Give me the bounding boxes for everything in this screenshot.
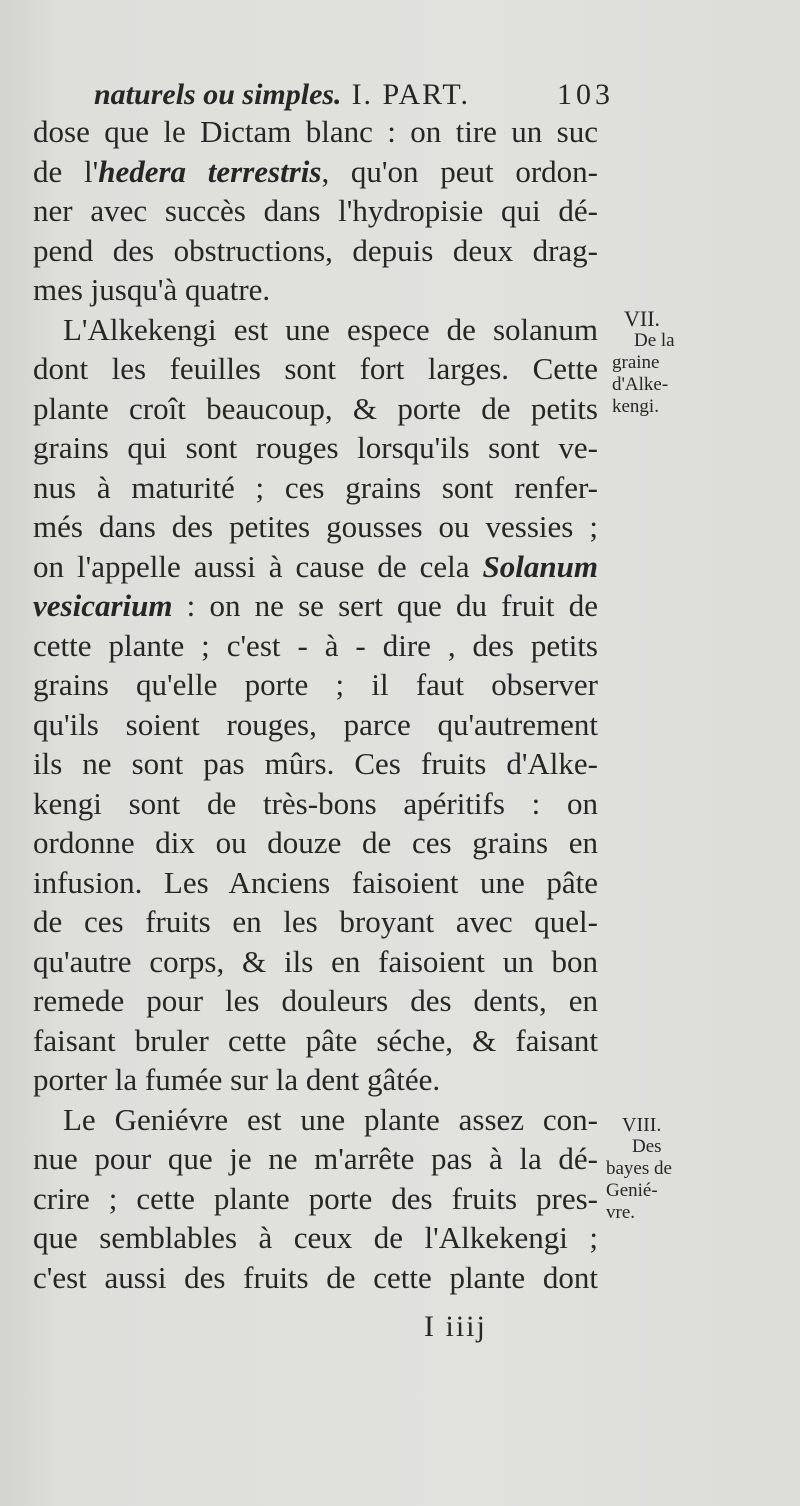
text-line: remede pour les douleurs des dents, en [33, 983, 598, 1018]
text-line: qu'ils soient rouges, parce qu'autrement [33, 706, 598, 742]
text-line: plante croît beaucoup, & porte de petits [33, 390, 598, 426]
text-line: mes jusqu'à quatre. [33, 272, 271, 307]
margin-note-viii: VIII. Des bayes de Genié- vre. [606, 1114, 672, 1223]
text-line: dose que le Dictam blanc : on tire un suc [33, 114, 598, 149]
text-line: pend des obstructions, depuis deux drag- [33, 232, 598, 268]
text-line: de ces fruits en les broyant avec quel- [33, 904, 598, 939]
text-line: Le Geniévre est une plante assez con- [63, 1101, 598, 1137]
running-title: naturels ou simples. [94, 78, 342, 111]
text-line: on l'appelle aussi à cause de cela Solanum [33, 548, 598, 584]
latin-term: Solanum [482, 548, 598, 584]
text-line: de l'hedera terrestris, qu'on peut ordon- [33, 153, 598, 189]
part-label: I. PART. [351, 78, 470, 111]
text-line: crire ; cette plante porte des fruits pres- [33, 1180, 598, 1216]
text-line: nue pour que je ne m'arrête pas à la dé- [33, 1141, 598, 1176]
latin-term: hedera terrestris [98, 153, 322, 189]
text-line: més dans des petites gousses ou vessies ; [33, 509, 598, 544]
text-line: faisant bruler cette pâte séche, & faisant [33, 1022, 598, 1058]
text-line: qu'autre corps, & ils en faisoient un bon [33, 943, 598, 979]
text-line: grains qui sont rouges lorsqu'ils sont ve- [33, 430, 598, 465]
text-line: dont les feuilles sont fort larges. Cette [33, 351, 598, 386]
signature-mark: I iiij [424, 1310, 487, 1343]
text-line: c'est aussi des fruits de cette plante dont [33, 1259, 598, 1295]
text-line: ils ne sont pas mûrs. Ces fruits d'Alke- [33, 746, 598, 781]
text-line: cette plante ; c'est - à - dire , des petits [33, 627, 598, 663]
text-line: ner avec succès dans l'hydropisie qui dé- [33, 193, 598, 228]
text-line: infusion. Les Anciens faisoient une pâte [33, 864, 598, 900]
text-line: ordonne dix ou douze de ces grains en [33, 825, 598, 860]
margin-note-vii: VII. De la graine d'Alke- kengi. [612, 306, 675, 417]
text-line: kengi sont de très-bons apéritifs : on [33, 785, 598, 821]
text-line: porter la fumée sur la dent gâtée. [33, 1062, 441, 1097]
text-line: nus à maturité ; ces grains sont renfer- [33, 469, 598, 505]
text-line: vesicarium : on ne se sert que du fruit de [33, 588, 598, 623]
text-line: L'Alkekengi est une espece de solanum [63, 311, 598, 347]
page-number: 103 [557, 78, 614, 111]
text-line: que semblables à ceux de l'Alkekengi ; [33, 1220, 598, 1255]
latin-term: vesicarium [33, 588, 173, 623]
body-text [33, 112, 598, 1297]
text-line: grains qu'elle porte ; il faut observer [33, 667, 598, 702]
